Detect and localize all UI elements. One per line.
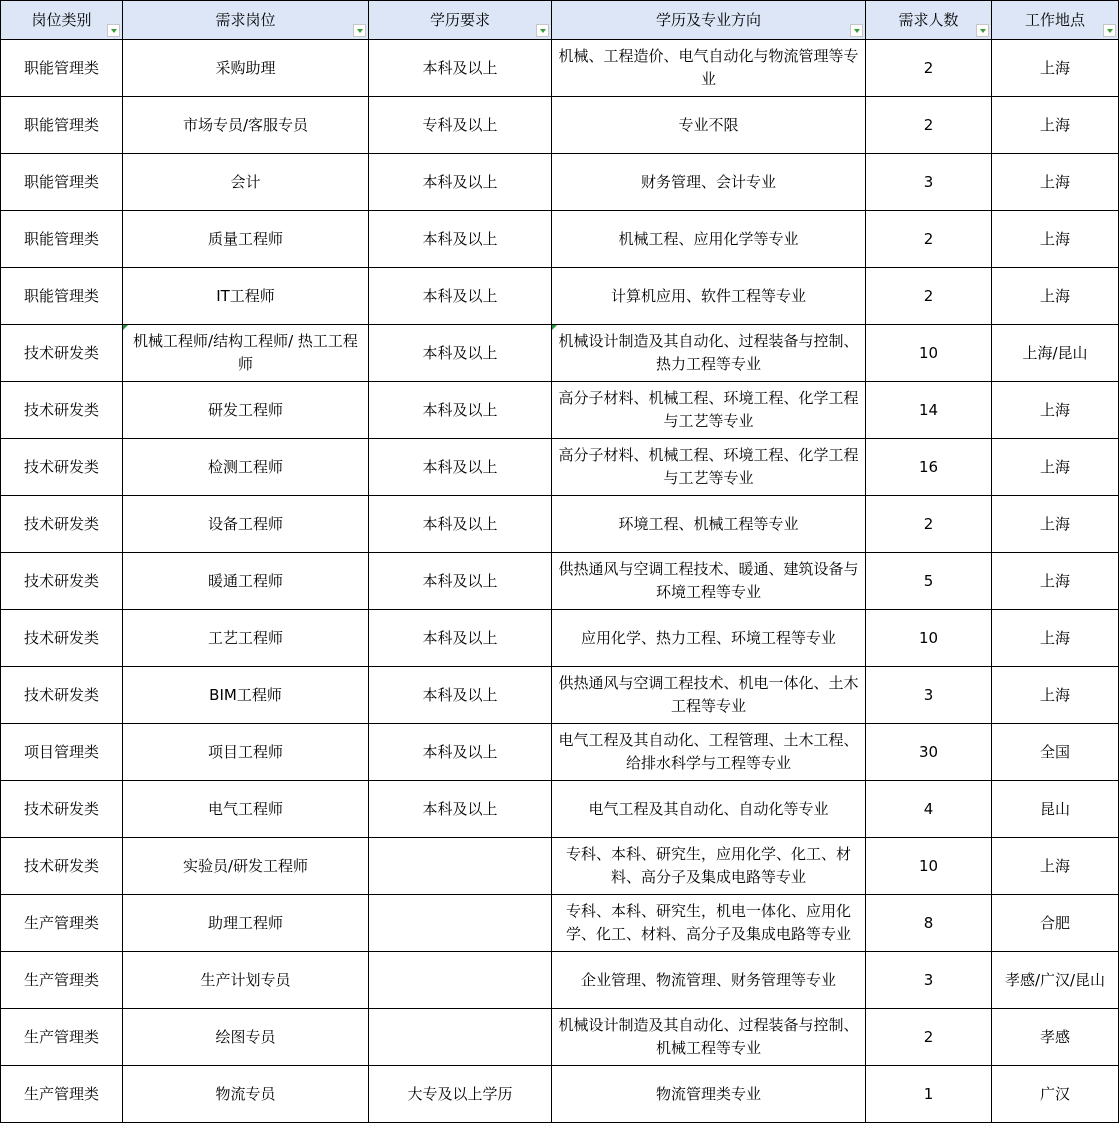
cell-text: 本科及以上	[422, 343, 498, 362]
position-cell[interactable]	[123, 781, 369, 838]
cell-text: 本科及以上	[422, 172, 498, 191]
position-cell[interactable]	[123, 667, 369, 724]
position-cell[interactable]	[123, 895, 369, 952]
education-cell[interactable]	[369, 895, 552, 952]
education-cell[interactable]	[369, 1009, 552, 1066]
cell-text: 4	[923, 799, 934, 818]
location-cell[interactable]	[992, 838, 1119, 895]
header-position[interactable]	[123, 1, 369, 40]
location-cell[interactable]	[992, 325, 1119, 382]
cell-text: 专科、本科、研究生，应用化学、化工、材料、高分子及集成电路等专业	[565, 845, 851, 886]
header-label: 学历要求	[429, 11, 490, 29]
job-category-cell[interactable]	[1, 553, 123, 610]
location-cell[interactable]	[992, 724, 1119, 781]
cell-text: 电气工程师	[207, 799, 283, 818]
headcount-cell[interactable]	[866, 1009, 992, 1066]
major-cell[interactable]	[552, 439, 866, 496]
cell-text: 生产管理类	[23, 1027, 99, 1046]
job-category-cell[interactable]	[1, 895, 123, 952]
job-category-cell[interactable]	[1, 838, 123, 895]
table-row	[1, 781, 1119, 838]
cell-text: 绘图专员	[215, 1027, 276, 1046]
position-cell[interactable]	[123, 724, 369, 781]
cell-text: 30	[918, 742, 939, 761]
education-cell[interactable]	[369, 382, 552, 439]
cell-text: 供热通风与空调工程技术、机电一体化、土木工程等专业	[558, 674, 859, 715]
filter-dropdown-icon[interactable]	[353, 24, 366, 37]
cell-text: 机械工程、应用化学等专业	[618, 229, 799, 248]
cell-text: 本科及以上	[422, 685, 498, 704]
job-category-cell[interactable]	[1, 211, 123, 268]
cell-text: 1	[923, 1084, 934, 1103]
position-cell[interactable]	[123, 154, 369, 211]
cell-text: 生产管理类	[23, 913, 99, 932]
cell-text: 本科及以上	[422, 58, 498, 77]
job-category-cell[interactable]	[1, 325, 123, 382]
cell-text: 上海	[1039, 400, 1070, 419]
job-category-cell[interactable]	[1, 268, 123, 325]
header-headcount[interactable]	[866, 1, 992, 40]
cell-text: 上海	[1039, 571, 1070, 590]
position-cell[interactable]	[123, 610, 369, 667]
location-cell[interactable]	[992, 40, 1119, 97]
cell-text: 设备工程师	[207, 514, 283, 533]
cell-text: 物流专员	[215, 1084, 276, 1103]
job-category-cell[interactable]	[1, 1066, 123, 1123]
headcount-cell[interactable]	[866, 439, 992, 496]
education-cell[interactable]	[369, 724, 552, 781]
cell-text: 实验员/研发工程师	[182, 856, 309, 875]
major-cell[interactable]	[552, 610, 866, 667]
major-cell[interactable]	[552, 895, 866, 952]
position-cell[interactable]	[123, 496, 369, 553]
cell-text: 电气工程及其自动化、自动化等专业	[588, 799, 829, 818]
headcount-cell[interactable]	[866, 610, 992, 667]
cell-text: 职能管理类	[23, 286, 99, 305]
filter-dropdown-icon[interactable]	[536, 24, 549, 37]
cell-text: 本科及以上	[422, 628, 498, 647]
education-cell[interactable]	[369, 496, 552, 553]
position-cell[interactable]	[123, 439, 369, 496]
cell-text: 财务管理、会计专业	[640, 172, 776, 191]
education-cell[interactable]	[369, 610, 552, 667]
education-cell[interactable]	[369, 1066, 552, 1123]
job-category-cell[interactable]	[1, 781, 123, 838]
cell-text: 广汉	[1039, 1084, 1070, 1103]
cell-text: 技术研发类	[23, 799, 99, 818]
location-cell[interactable]	[992, 610, 1119, 667]
location-cell[interactable]	[992, 553, 1119, 610]
cell-text: 市场专员/客服专员	[182, 115, 309, 134]
cell-text: 本科及以上	[422, 514, 498, 533]
table-row	[1, 325, 1119, 382]
job-category-cell[interactable]	[1, 1009, 123, 1066]
cell-text: 2	[923, 514, 934, 533]
cell-text: 机械工程师/结构工程师/ 热工工程师	[133, 332, 358, 373]
cell-text: BIM工程师	[209, 685, 282, 704]
cell-text: 生产管理类	[23, 970, 99, 989]
headcount-cell[interactable]	[866, 325, 992, 382]
position-cell[interactable]	[123, 553, 369, 610]
headcount-cell[interactable]	[866, 382, 992, 439]
cell-text: 3	[923, 685, 934, 704]
headcount-cell[interactable]	[866, 781, 992, 838]
location-cell[interactable]	[992, 382, 1119, 439]
major-cell[interactable]	[552, 97, 866, 154]
major-cell[interactable]	[552, 952, 866, 1009]
cell-text: 14	[918, 400, 939, 419]
education-cell[interactable]	[369, 553, 552, 610]
headcount-cell[interactable]	[866, 268, 992, 325]
filter-dropdown-icon[interactable]	[850, 24, 863, 37]
cell-text: 上海	[1039, 286, 1070, 305]
cell-text: 上海	[1039, 172, 1070, 191]
cell-text: 检测工程师	[207, 457, 283, 476]
cell-text: 供热通风与空调工程技术、暖通、建筑设备与环境工程等专业	[558, 560, 859, 601]
header-label: 岗位类别	[31, 11, 92, 29]
cell-text: 高分子材料、机械工程、环境工程、化学工程与工艺等专业	[558, 389, 859, 430]
education-cell[interactable]	[369, 268, 552, 325]
cell-text: 本科及以上	[422, 457, 498, 476]
cell-text: 2	[923, 229, 934, 248]
cell-text: 机械、工程造价、电气自动化与物流管理等专业	[558, 47, 859, 88]
headcount-cell[interactable]	[866, 838, 992, 895]
cell-text: 企业管理、物流管理、财务管理等专业	[580, 970, 836, 989]
cell-text: 技术研发类	[23, 628, 99, 647]
header-major[interactable]	[552, 1, 866, 40]
job-category-cell[interactable]	[1, 952, 123, 1009]
major-cell[interactable]	[552, 382, 866, 439]
location-cell[interactable]	[992, 268, 1119, 325]
headcount-cell[interactable]	[866, 154, 992, 211]
cell-text: 上海	[1039, 457, 1070, 476]
table-row	[1, 439, 1119, 496]
cell-text: 本科及以上	[422, 286, 498, 305]
cell-text: 昆山	[1039, 799, 1070, 818]
location-cell[interactable]	[992, 1066, 1119, 1123]
cell-text: 本科及以上	[422, 742, 498, 761]
cell-text: 项目管理类	[23, 742, 99, 761]
major-cell[interactable]	[552, 211, 866, 268]
cell-text: 环境工程、机械工程等专业	[618, 514, 799, 533]
cell-text: 专科及以上	[422, 115, 498, 134]
cell-text: 上海	[1039, 58, 1070, 77]
job-category-cell[interactable]	[1, 724, 123, 781]
job-category-cell[interactable]	[1, 610, 123, 667]
cell-text: 孝感	[1039, 1027, 1070, 1046]
cell-text: 技术研发类	[23, 856, 99, 875]
headcount-cell[interactable]	[866, 1066, 992, 1123]
major-cell[interactable]	[552, 1009, 866, 1066]
filter-dropdown-icon[interactable]	[976, 24, 989, 37]
cell-text: 上海	[1039, 685, 1070, 704]
major-cell[interactable]	[552, 667, 866, 724]
table-row	[1, 667, 1119, 724]
table-row	[1, 496, 1119, 553]
filter-dropdown-icon[interactable]	[1103, 24, 1116, 37]
header-job-category[interactable]	[1, 1, 123, 40]
table-row	[1, 952, 1119, 1009]
cell-text: IT工程师	[216, 286, 275, 305]
table-row	[1, 268, 1119, 325]
cell-text: 采购助理	[215, 58, 276, 77]
headcount-cell[interactable]	[866, 667, 992, 724]
position-cell[interactable]	[123, 952, 369, 1009]
position-cell[interactable]	[123, 211, 369, 268]
location-cell[interactable]	[992, 97, 1119, 154]
job-category-cell[interactable]	[1, 40, 123, 97]
cell-text: 合肥	[1039, 913, 1070, 932]
table-body	[1, 40, 1119, 1123]
header-label: 需求岗位	[215, 11, 276, 29]
location-cell[interactable]	[992, 667, 1119, 724]
cell-text: 5	[923, 571, 934, 590]
cell-text: 2	[923, 58, 934, 77]
headcount-cell[interactable]	[866, 952, 992, 1009]
table-row	[1, 97, 1119, 154]
header-row	[1, 1, 1119, 40]
position-cell[interactable]	[123, 97, 369, 154]
education-cell[interactable]	[369, 211, 552, 268]
cell-text: 8	[923, 913, 934, 932]
table-row	[1, 838, 1119, 895]
education-cell[interactable]	[369, 667, 552, 724]
cell-text: 本科及以上	[422, 400, 498, 419]
cell-text: 技术研发类	[23, 343, 99, 362]
cell-text: 生产计划专员	[200, 970, 291, 989]
cell-text: 技术研发类	[23, 400, 99, 419]
education-cell[interactable]	[369, 154, 552, 211]
education-cell[interactable]	[369, 40, 552, 97]
cell-text: 2	[923, 286, 934, 305]
position-cell[interactable]	[123, 838, 369, 895]
header-label: 需求人数	[898, 11, 959, 29]
cell-text: 上海/昆山	[1022, 343, 1088, 362]
headcount-cell[interactable]	[866, 40, 992, 97]
position-cell[interactable]	[123, 268, 369, 325]
location-cell[interactable]	[992, 895, 1119, 952]
cell-text: 助理工程师	[207, 913, 283, 932]
education-cell[interactable]	[369, 838, 552, 895]
cell-text: 工艺工程师	[207, 628, 283, 647]
cell-text: 16	[918, 457, 939, 476]
headcount-cell[interactable]	[866, 553, 992, 610]
cell-text: 机械设计制造及其自动化、过程装备与控制、机械工程等专业	[558, 1016, 859, 1057]
cell-text: 上海	[1039, 514, 1070, 533]
cell-text: 2	[923, 115, 934, 134]
table-row	[1, 895, 1119, 952]
header-location[interactable]	[992, 1, 1119, 40]
job-category-cell[interactable]	[1, 382, 123, 439]
cell-text: 暖通工程师	[207, 571, 283, 590]
headcount-cell[interactable]	[866, 724, 992, 781]
cell-text: 大专及以上学历	[407, 1084, 513, 1103]
table-row	[1, 610, 1119, 667]
cell-text: 物流管理类专业	[655, 1084, 761, 1103]
education-cell[interactable]	[369, 781, 552, 838]
cell-text: 上海	[1039, 229, 1070, 248]
major-cell[interactable]	[552, 40, 866, 97]
table-row	[1, 154, 1119, 211]
table-row	[1, 1009, 1119, 1066]
table-row	[1, 1066, 1119, 1123]
education-cell[interactable]	[369, 325, 552, 382]
location-cell[interactable]	[992, 496, 1119, 553]
header-education[interactable]	[369, 1, 552, 40]
cell-text: 上海	[1039, 628, 1070, 647]
job-category-cell[interactable]	[1, 439, 123, 496]
table-row	[1, 724, 1119, 781]
location-cell[interactable]	[992, 439, 1119, 496]
location-cell[interactable]	[992, 154, 1119, 211]
cell-text: 职能管理类	[23, 172, 99, 191]
cell-text: 会计	[230, 172, 261, 191]
position-cell[interactable]	[123, 1066, 369, 1123]
location-cell[interactable]	[992, 781, 1119, 838]
major-cell[interactable]	[552, 724, 866, 781]
cell-text: 高分子材料、机械工程、环境工程、化学工程与工艺等专业	[558, 446, 859, 487]
job-category-cell[interactable]	[1, 154, 123, 211]
cell-text: 本科及以上	[422, 571, 498, 590]
cell-text: 应用化学、热力工程、环境工程等专业	[580, 628, 836, 647]
location-cell[interactable]	[992, 952, 1119, 1009]
position-cell[interactable]	[123, 382, 369, 439]
major-cell[interactable]	[552, 838, 866, 895]
cell-text: 技术研发类	[23, 514, 99, 533]
major-cell[interactable]	[552, 553, 866, 610]
cell-text: 职能管理类	[23, 58, 99, 77]
cell-text: 10	[918, 343, 939, 362]
headcount-cell[interactable]	[866, 496, 992, 553]
cell-text: 质量工程师	[207, 229, 283, 248]
headcount-cell[interactable]	[866, 895, 992, 952]
job-category-cell[interactable]	[1, 667, 123, 724]
major-cell[interactable]	[552, 325, 866, 382]
major-cell[interactable]	[552, 268, 866, 325]
filter-dropdown-icon[interactable]	[107, 24, 120, 37]
cell-text: 专科、本科、研究生，机电一体化、应用化学、化工、材料、高分子及集成电路等专业	[565, 902, 851, 943]
education-cell[interactable]	[369, 439, 552, 496]
cell-text: 上海	[1039, 856, 1070, 875]
cell-text: 10	[918, 628, 939, 647]
major-cell[interactable]	[552, 154, 866, 211]
cell-text: 孝感/广汉/昆山	[1004, 970, 1106, 989]
cell-text: 本科及以上	[422, 799, 498, 818]
cell-text: 技术研发类	[23, 457, 99, 476]
table-row	[1, 40, 1119, 97]
cell-text: 计算机应用、软件工程等专业	[610, 286, 806, 305]
cell-text: 项目工程师	[207, 742, 283, 761]
position-cell[interactable]	[123, 40, 369, 97]
cell-text: 技术研发类	[23, 685, 99, 704]
cell-text: 职能管理类	[23, 115, 99, 134]
location-cell[interactable]	[992, 211, 1119, 268]
job-category-cell[interactable]	[1, 496, 123, 553]
major-cell[interactable]	[552, 1066, 866, 1123]
education-cell[interactable]	[369, 97, 552, 154]
position-cell[interactable]	[123, 1009, 369, 1066]
major-cell[interactable]	[552, 496, 866, 553]
header-label: 工作地点	[1024, 11, 1085, 29]
position-cell[interactable]	[123, 325, 369, 382]
cell-text: 研发工程师	[207, 400, 283, 419]
cell-text: 专业不限	[678, 115, 739, 134]
cell-text: 机械设计制造及其自动化、过程装备与控制、热力工程等专业	[558, 332, 859, 373]
headcount-cell[interactable]	[866, 211, 992, 268]
cell-text: 职能管理类	[23, 229, 99, 248]
table-row	[1, 211, 1119, 268]
job-category-cell[interactable]	[1, 97, 123, 154]
table-row	[1, 382, 1119, 439]
education-cell[interactable]	[369, 952, 552, 1009]
cell-text: 本科及以上	[422, 229, 498, 248]
major-cell[interactable]	[552, 781, 866, 838]
header-label: 学历及专业方向	[655, 11, 761, 29]
location-cell[interactable]	[992, 1009, 1119, 1066]
table-row	[1, 553, 1119, 610]
cell-text: 上海	[1039, 115, 1070, 134]
headcount-cell[interactable]	[866, 97, 992, 154]
cell-text: 3	[923, 970, 934, 989]
cell-text: 3	[923, 172, 934, 191]
cell-text: 生产管理类	[23, 1084, 99, 1103]
cell-text: 电气工程及其自动化、工程管理、土木工程、给排水科学与工程等专业	[558, 731, 859, 772]
cell-text: 技术研发类	[23, 571, 99, 590]
cell-text: 全国	[1039, 742, 1070, 761]
cell-text: 2	[923, 1027, 934, 1046]
cell-text: 10	[918, 856, 939, 875]
